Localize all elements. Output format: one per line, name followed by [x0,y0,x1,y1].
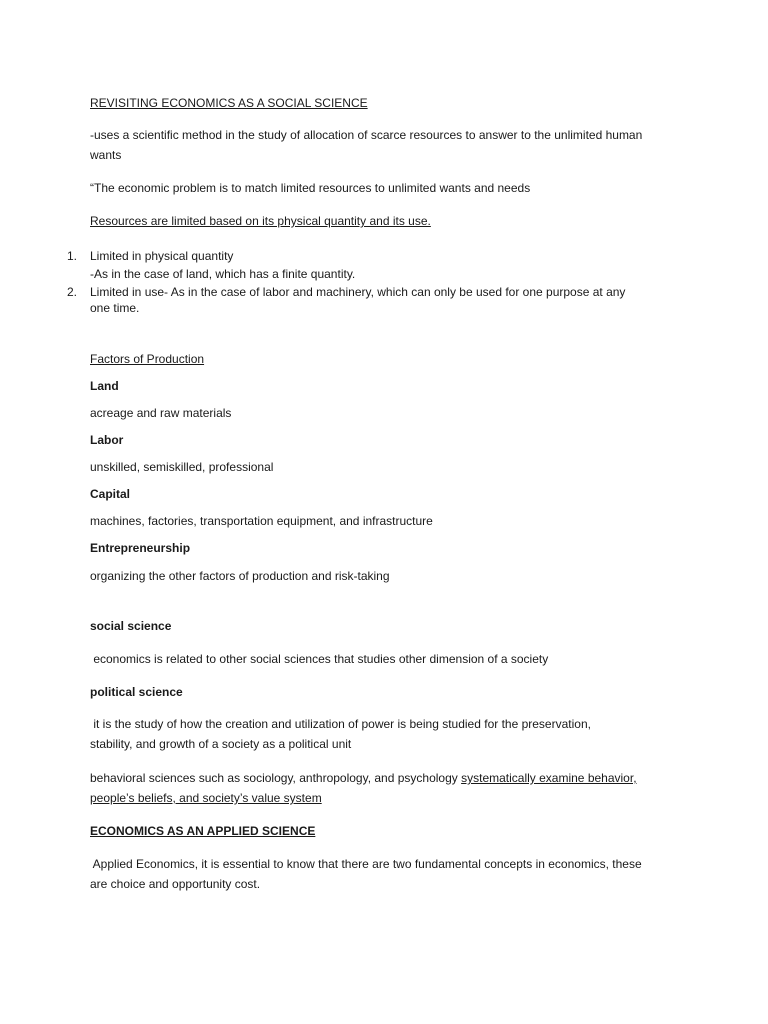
behavioral-underlined-1: systematically examine behavior, [461,771,637,785]
social-science-description: economics is related to other social sciences that studies other dimension of a society [90,652,549,666]
doc-title: REVISITING ECONOMICS AS A SOCIAL SCIENCE [90,96,368,110]
applied-description-2: are choice and opportunity cost. [90,877,261,891]
entrepreneurship-description: organizing the other factors of production and risk-taking [90,569,390,583]
political-science-description-2: stability, and growth of a society as a political unit [90,737,352,751]
behavioral-prefix: behavioral sciences such as sociology, anthropology, and psychology [90,771,462,785]
applied-science-heading: ECONOMICS AS AN APPLIED SCIENCE [90,824,316,838]
entrepreneurship-label: Entrepreneurship [90,541,191,555]
political-science-description-1: it is the study of how the creation and utilization of power is being studied for the preservation, [90,717,591,731]
list-item-2-line-2: one time. [90,301,140,315]
labor-description: unskilled, semiskilled, professional [90,460,274,474]
factors-heading: Factors of Production [90,352,205,366]
behavioral-underlined-2: people’s beliefs, and society’s value system [90,791,322,805]
land-description: acreage and raw materials [90,406,232,420]
capital-label: Capital [90,487,131,501]
social-science-label: social science [90,619,172,633]
uses-line-1: -uses a scientific method in the study of allocation of scarce resources to answer to the unlimited human [90,128,643,142]
list-item-2-line-1: Limited in use- As in the case of labor and machinery, which can only be used for one purpose at any [90,285,626,299]
list-item-1-line-1: Limited in physical quantity [90,249,234,263]
behavioral-sciences-line-1 [90,770,690,787]
list-number-2: 2. [67,285,78,299]
uses-line-2: wants [90,148,122,162]
list-item-1-line-2: -As in the case of land, which has a finite quantity. [90,267,356,281]
quote-paragraph: “The economic problem is to match limited resources to unlimited wants and needs [90,181,531,195]
labor-label: Labor [90,433,124,447]
applied-description-1: Applied Economics, it is essential to know that there are two fundamental concepts in economics, these [90,857,642,871]
land-label: Land [90,379,119,393]
political-science-label: political science [90,685,183,699]
resources-heading: Resources are limited based on its physical quantity and its use. [90,214,431,228]
capital-description: machines, factories, transportation equipment, and infrastructure [90,514,433,528]
list-number-1: 1. [67,249,78,263]
